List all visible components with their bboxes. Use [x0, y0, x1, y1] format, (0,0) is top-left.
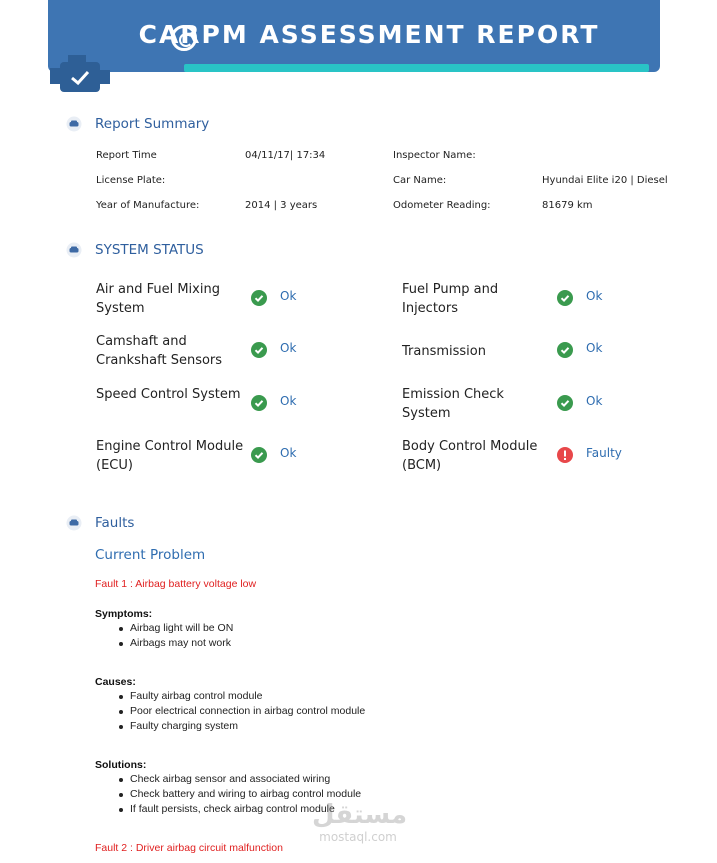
section-report-summary [66, 114, 209, 134]
status-item [402, 437, 702, 479]
list-item: If fault persists, check airbag control module [130, 802, 361, 817]
status-value: Faulty [586, 446, 622, 460]
status-value: Ok [280, 446, 297, 460]
car-icon [66, 515, 82, 531]
status-value: Ok [280, 394, 297, 408]
summary-row [96, 175, 676, 200]
status-item [96, 385, 396, 427]
solutions-heading: Solutions: [95, 759, 147, 771]
status-name: Speed Control System [96, 387, 241, 402]
check-icon [557, 342, 573, 358]
list-item: Faulty airbag control module [130, 689, 365, 704]
list-item: Check battery and wiring to airbag control module [130, 788, 362, 800]
fault-title: Fault 2 : Driver airbag circuit malfunction [95, 842, 283, 854]
status-item [402, 385, 702, 427]
check-icon [557, 290, 573, 306]
list-item: Faulty charging system [130, 719, 365, 734]
alert-icon [557, 447, 573, 463]
section-system-status [66, 240, 204, 260]
status-value: Ok [586, 341, 603, 355]
list-item: Poor electrical connection in airbag control module [130, 705, 366, 717]
summary-label: Odometer Reading: [393, 200, 491, 211]
summary-label: Year of Manufacture: [96, 200, 200, 211]
status-item [96, 437, 396, 479]
summary-table [96, 150, 676, 225]
summary-value: Hyundai Elite i20 | Diesel [542, 175, 668, 186]
summary-row [96, 200, 676, 225]
current-problem-heading: Current Problem [95, 547, 206, 563]
status-name: Camshaft and Crankshaft Sensors [96, 334, 223, 368]
check-icon [251, 290, 267, 306]
causes-heading: Causes: [95, 676, 136, 688]
watermark-logo [312, 800, 408, 850]
section-title: SYSTEM STATUS [95, 242, 204, 258]
summary-label: Report Time [96, 150, 157, 161]
report-header [48, 0, 660, 72]
status-item [96, 332, 396, 374]
check-icon [251, 447, 267, 463]
status-value: Ok [586, 289, 603, 303]
list-item: Airbags may not work [130, 636, 233, 651]
section-title: Report Summary [95, 116, 210, 132]
status-value: Ok [586, 394, 603, 408]
status-value: Ok [280, 289, 297, 303]
summary-label: Inspector Name: [393, 150, 476, 161]
engine-check-icon [48, 52, 112, 98]
list-item: Check airbag sensor and associated wiring [130, 772, 361, 787]
status-value: Ok [280, 341, 297, 355]
summary-row [96, 150, 676, 175]
report-title: CARPM ASSESSMENT REPORT [138, 20, 600, 49]
summary-value: 2014 | 3 years [245, 200, 318, 211]
check-icon [557, 395, 573, 411]
status-item [402, 280, 702, 322]
status-item [402, 332, 702, 374]
status-name: Transmission [402, 344, 486, 359]
causes-list [130, 689, 365, 734]
status-name: Engine Control Module (ECU) [96, 439, 244, 473]
summary-label: Car Name: [393, 175, 447, 186]
summary-value: 04/11/17| 17:34 [245, 150, 326, 161]
section-title: Faults [95, 515, 135, 531]
section-faults [66, 513, 134, 533]
symptoms-list [130, 621, 233, 651]
header-accent-bar [184, 64, 649, 72]
status-item [96, 280, 396, 322]
fault-title: Fault 1 : Airbag battery voltage low [95, 578, 257, 590]
status-name: Air and Fuel Mixing System [96, 282, 220, 316]
car-icon [66, 116, 82, 132]
car-icon [66, 242, 82, 258]
symptoms-heading: Symptoms: [95, 608, 153, 620]
summary-value: 81679 km [542, 200, 593, 211]
watermark-arabic: مستقل [312, 800, 408, 830]
summary-label: License Plate: [96, 175, 166, 186]
watermark-latin: mostaql.com [319, 830, 397, 844]
check-icon [251, 395, 267, 411]
status-name: Emission Check System [402, 387, 504, 421]
check-icon [251, 342, 267, 358]
status-name: Body Control Module (BCM) [402, 439, 538, 473]
list-item: Airbag light will be ON [130, 622, 234, 634]
status-name: Fuel Pump and Injectors [402, 282, 499, 316]
